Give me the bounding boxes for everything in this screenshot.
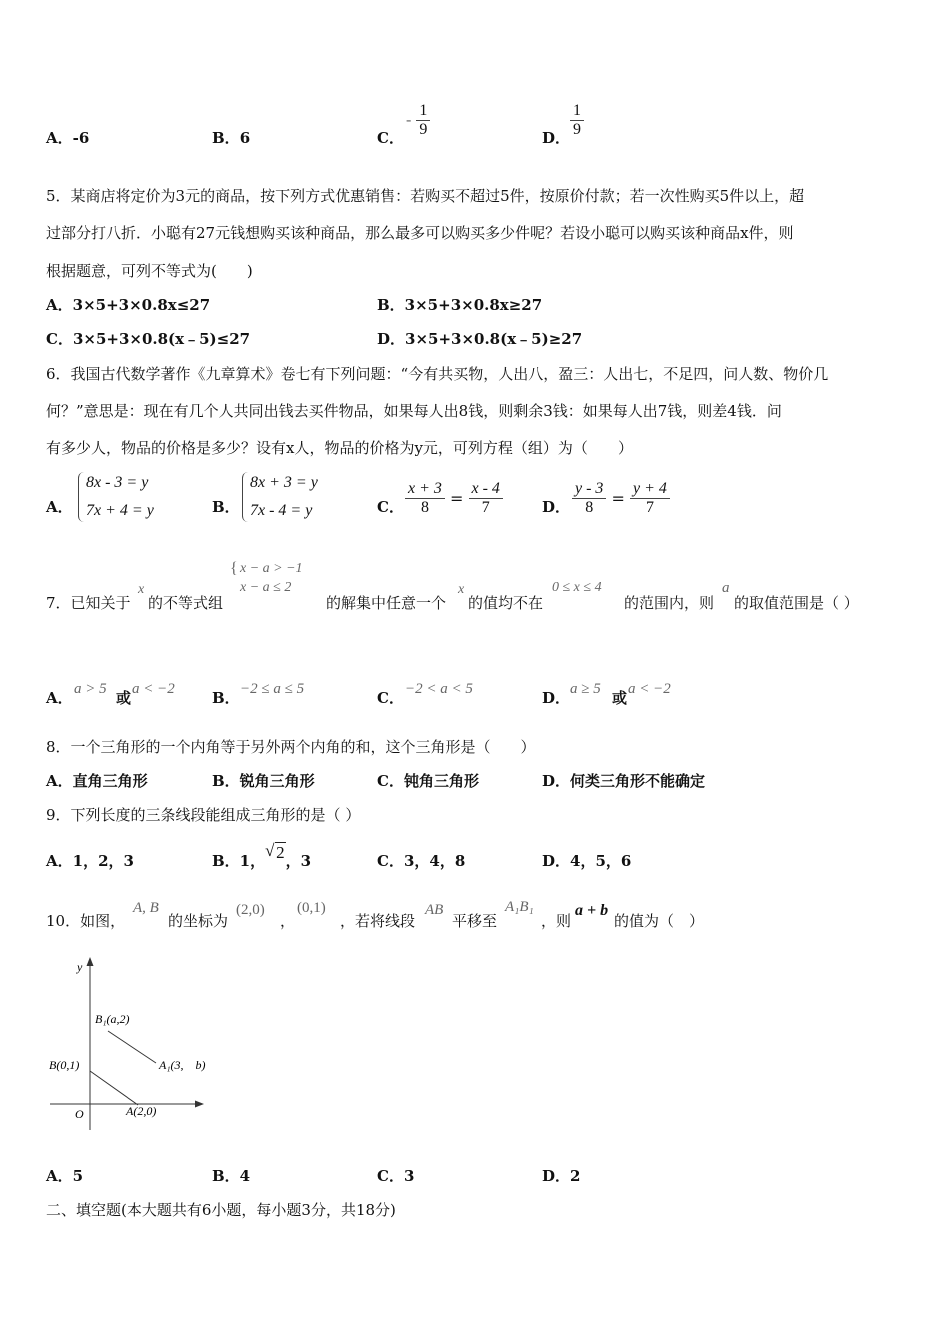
q7-b-m1: −2 ≤ a ≤ 5 xyxy=(240,681,305,697)
q10-coordinate-figure xyxy=(40,955,230,1135)
q10-text-2: 的坐标为 xyxy=(168,912,229,930)
q5-line-3: 根据题意，可列不等式为( ) xyxy=(46,262,253,280)
q9-option-b xyxy=(212,841,312,871)
q7-text-1: 7．已知关于 xyxy=(46,594,131,612)
q7-a-or: 或 xyxy=(116,689,132,707)
q4-c-sign: - xyxy=(406,111,412,129)
q7-text-6: 的取值范围是（ ） xyxy=(734,594,859,612)
fig-a-label: A(2,0) xyxy=(126,1104,157,1118)
q6-c-right-fraction xyxy=(469,480,503,517)
q9-option-c: C．3，4，8 xyxy=(377,852,466,870)
q6-line-2: 何？”意思是：现在有几个人共同出钱去买件物品，如果每人出8钱，则剩余3钱：如果每人出7钱，则差4钱．问 xyxy=(46,402,782,420)
q4-option-a xyxy=(46,128,89,148)
q4-d-den: 9 xyxy=(573,121,581,138)
q7-var-x-2: x xyxy=(458,582,465,597)
fig-a1-label: A₁(3, b) xyxy=(159,1058,206,1072)
q9-stem: 9．下列长度的三条线段能组成三角形的是（ ） xyxy=(46,806,361,824)
q10-math-seg-ab: AB xyxy=(425,902,444,918)
q6-b-row-1: 8x + 3 = y xyxy=(250,474,318,491)
q6-d-lden: 8 xyxy=(585,499,594,516)
q10-math-a-plus-b: a + b xyxy=(575,902,609,919)
q7-system-brace: { xyxy=(230,560,238,577)
q5-line-1: 5．某商店将定价为3元的商品，按下列方式优惠销售：若购买不超过5件，按原价付款；若一次性购买5件以上，超 xyxy=(46,187,805,205)
q7-text-4: 的值均不在 xyxy=(468,594,544,612)
q6-b-brace xyxy=(242,472,249,522)
q9-b-sqrt-value: 2 xyxy=(276,843,285,862)
q10-option-c: C．3 xyxy=(377,1167,415,1185)
q6-d-label: D． xyxy=(542,498,571,516)
q5-option-a: A．3×5+3×0.8x≤27 xyxy=(46,296,211,314)
q10-text-4: ，若将线段 xyxy=(340,912,416,930)
fig-b-label: B(0,1) xyxy=(49,1058,80,1072)
q9-b-post: ，3 xyxy=(285,852,312,870)
q6-d-equation xyxy=(572,480,670,517)
q6-line-3: 有多少人，物品的价格是多少？设有x人，物品的价格为y元，可列方程（组）为（ ） xyxy=(46,439,633,457)
q6-d-lnum: y - 3 xyxy=(572,480,606,499)
q5-option-c: C．3×5+3×0.8(x﹣5)≤27 xyxy=(46,330,251,348)
q4-d-num: 1 xyxy=(570,102,584,121)
q4-option-b xyxy=(212,128,250,148)
q6-d-right-fraction xyxy=(630,480,670,517)
q4-a-label: A． xyxy=(46,129,73,147)
q6-c-equation xyxy=(405,480,503,517)
q10-math-a-coord: (2,0) xyxy=(236,902,265,918)
q9-b-sqrt: √ 2 xyxy=(265,841,285,862)
q6-a-label: A． xyxy=(46,498,73,516)
q7-text-2: 的不等式组 xyxy=(148,594,224,612)
q9-option-d: D．4，5，6 xyxy=(542,852,632,870)
q6-b-label: B． xyxy=(212,498,240,516)
q5-line-2: 过部分打八折．小聪有27元钱想购买该种商品，那么最多可以购买多少件呢？若设小聪可以购买该种商品x件，则 xyxy=(46,224,794,242)
fig-y-label: y xyxy=(77,960,83,974)
q7-range: 0 ≤ x ≤ 4 xyxy=(552,580,602,595)
segment-ab xyxy=(90,1071,138,1105)
section-2-heading: 二、填空题(本大题共有6小题，每小题3分，共18分) xyxy=(46,1201,396,1219)
fig-origin-label: O xyxy=(75,1107,84,1121)
q4-option-d-label: D． xyxy=(542,129,571,147)
q10-text-5: 平移至 xyxy=(452,912,498,930)
q6-c-rnum: x - 4 xyxy=(469,480,503,499)
q4-c-den: 9 xyxy=(419,121,428,138)
q8-option-d: D．何类三角形不能确定 xyxy=(542,772,706,790)
q7-system-row-1: x − a > −1 xyxy=(240,561,303,576)
q7-system-row-2: x − a ≤ 2 xyxy=(240,580,292,595)
q8-stem: 8．一个三角形的一个内角等于另外两个内角的和，这个三角形是（ ） xyxy=(46,738,536,756)
q10-option-a: A．5 xyxy=(46,1167,84,1185)
q10-option-b: B．4 xyxy=(212,1167,251,1185)
q8-option-c: C．钝角三角形 xyxy=(377,772,479,790)
q7-b-label: B． xyxy=(212,689,240,707)
fig-b1-label: B₁(a,2) xyxy=(95,1012,130,1026)
q6-b-row-2: 7x - 4 = y xyxy=(250,502,313,519)
q6-c-lden: 8 xyxy=(420,499,429,516)
q10-option-d: D．2 xyxy=(542,1167,581,1185)
q8-option-b: B．锐角三角形 xyxy=(212,772,315,790)
q6-c-lnum: x + 3 xyxy=(405,480,445,499)
q10-text-6: ，则 xyxy=(541,912,572,930)
q7-a-m2: a < −2 xyxy=(132,681,175,697)
q9-b-pre: B．1， xyxy=(212,852,266,870)
q6-c-eq: = xyxy=(450,489,464,508)
q4-c-fraction xyxy=(416,102,430,139)
q10-text-7: 的值为（ ） xyxy=(614,912,705,930)
q10-text-3: ， xyxy=(280,912,296,930)
q6-c-rden: 7 xyxy=(481,499,490,516)
q10-text-1: 10．如图， xyxy=(46,912,126,930)
q6-d-rnum: y + 4 xyxy=(630,480,670,499)
q6-d-rden: 7 xyxy=(645,499,654,516)
q4-d-fraction xyxy=(570,102,584,139)
q7-var-a: a xyxy=(722,580,730,596)
q7-text-3: 的解集中任意一个 xyxy=(326,594,447,612)
q8-option-a: A．直角三角形 xyxy=(46,772,148,790)
q7-text-5: 的范围内，则 xyxy=(624,594,715,612)
q6-a-brace xyxy=(78,472,85,522)
q6-line-1: 6．我国古代数学著作《九章算术》卷七有下列问题：“今有共买物，人出八，盈三：人出七，不足四，问人数、物价几 xyxy=(46,365,829,383)
q6-c-label: C． xyxy=(377,498,404,516)
q9-option-a: A．1，2，3 xyxy=(46,852,134,870)
q4-b-value: 6 xyxy=(239,129,251,147)
q10-math-ab: A, B xyxy=(133,900,159,916)
x-axis-arrow-icon xyxy=(195,1101,204,1108)
y-axis-arrow-icon xyxy=(87,957,94,966)
q7-c-m1: −2 < a < 5 xyxy=(405,681,473,697)
q5-option-b: B．3×5+3×0.8x≥27 xyxy=(377,296,543,314)
q4-option-d-math xyxy=(570,102,584,139)
q6-a-row-1: 8x - 3 = y xyxy=(86,474,149,491)
q7-d-or: 或 xyxy=(612,689,628,707)
q6-d-eq: = xyxy=(611,489,625,508)
q7-var-x: x xyxy=(138,582,145,597)
q4-c-num: 1 xyxy=(416,102,430,121)
q4-a-value: -6 xyxy=(72,129,90,147)
q4-option-c-label: C． xyxy=(377,129,404,147)
q4-b-label: B． xyxy=(212,129,240,147)
q7-a-label: A． xyxy=(46,689,73,707)
q10-math-b-coord: (0,1) xyxy=(297,900,326,916)
q5-option-d: D．3×5+3×0.8(x﹣5)≥27 xyxy=(377,330,583,348)
q7-d-m1: a ≥ 5 xyxy=(570,681,601,697)
q7-d-label: D． xyxy=(542,689,571,707)
q6-d-left-fraction xyxy=(572,480,606,517)
segment-a1b1 xyxy=(108,1031,156,1063)
q7-a-m1: a > 5 xyxy=(74,681,107,697)
q4-option-c-math xyxy=(406,102,430,139)
q10-math-seg-a1b1: A₁B₁ xyxy=(505,899,534,915)
q6-c-left-fraction xyxy=(405,480,445,517)
q7-c-label: C． xyxy=(377,689,404,707)
q7-d-m2: a < −2 xyxy=(628,681,671,697)
q6-a-row-2: 7x + 4 = y xyxy=(86,502,154,519)
